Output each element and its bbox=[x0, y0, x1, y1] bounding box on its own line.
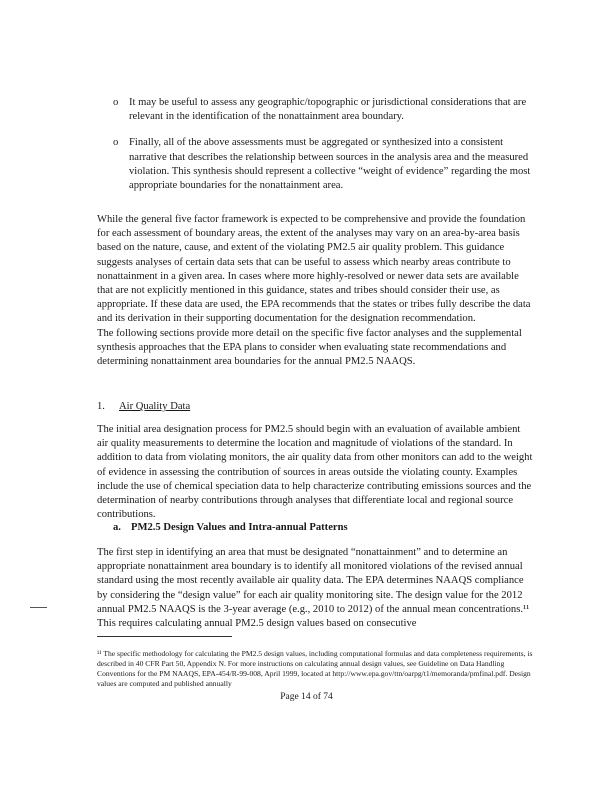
subsection-letter: a. bbox=[113, 522, 121, 533]
section-number: 1. bbox=[97, 401, 105, 412]
section-title: Air Quality Data bbox=[119, 401, 191, 412]
paragraph-sections-intro: The following sections provide more detail on the specific five factor analyses and the supplemental synthesis approaches that the EPA plans to consider when evaluating state recommendations and determining nonattainment area boundaries for the annual PM2.5 NAAQS. bbox=[97, 328, 522, 368]
bullet-text: Finally, all of the above assessments must be aggregated or synthesized into a consistent narrative that describes the relationship between sources in the analysis area and the measured violation. This synthesis should represent a collective “weight of evidence” regarding the most appropriate boundaries for the nonattainment area. bbox=[129, 137, 531, 192]
margin-mark bbox=[30, 607, 47, 608]
page-number: Page 14 of 74 bbox=[280, 692, 333, 702]
footnote-11: ¹¹ The specific methodology for calculating the PM2.5 design values, including computational formulas and data completeness requirements, is described in 40 CFR Part 50, Appendix N. For more instructions on calculating annual design values, see Guideline on Data Handling Conventions for the PM NAAQS, EPA-454/R-99-008, April 1999, located at http://www.epa.gov/ttn/oarpg/t1/memoranda/pmfinal.pdf. Design values are computed and published annually bbox=[97, 648, 533, 689]
paragraph-framework: While the general five factor framework is expected to be comprehensive and provide the foundation for each assessment of boundary areas, the extent of the analyses may vary on an area-by-area basis based on the nature, cause, and extent of the violating PM2.5 air quality problem. This guidance suggests analyses of certain data sets that can be useful to assess which nearby areas contribute to nonattainment in a given area. In cases where more highly-resolved or newer data sets are available that are not explicitly mentioned in this guidance, states and tribes should consider their use, as appropriate. If these data are used, the EPA recommends that the states or tribes fully describe the data and its derivation in their supporting documentation for the designation recommendation. bbox=[97, 214, 531, 325]
list-item bbox=[113, 96, 533, 124]
paragraph-air-quality: The initial area designation process for PM2.5 should begin with an evaluation of available ambient air quality measurements to determine the location and magnitude of violations of the standard. In addition to data from violating monitors, the air quality data from other monitors can add to the weight of evidence in assessing the contribution of sources in areas outside the violating county. Examples include the use of chemical speciation data to help characterize contributing emissions sources and the determination of nearby contributions through analyses that differentiate local and regional source contributions. bbox=[97, 424, 533, 521]
footnote-divider bbox=[97, 636, 232, 637]
bullet-list bbox=[113, 96, 533, 193]
subsection-heading-design-values bbox=[113, 521, 348, 535]
bullet-icon: o bbox=[113, 97, 119, 108]
subsection-title: PM2.5 Design Values and Intra-annual Patterns bbox=[131, 522, 348, 533]
list-item bbox=[113, 136, 533, 193]
bullet-icon: o bbox=[113, 137, 119, 149]
paragraph-design-values: The first step in identifying an area that must be designated “nonattainment” and to determine an appropriate nonattainment area boundary is to identify all monitored violations of the revised annual standard using the most recently available air quality data. The EPA determines NAAQS compliance by considering the “design value” for each air quality monitoring site. The design value for the 2012 annual PM2.5 NAAQS is the 3-year average (e.g., 2010 to 2012) of the annual mean concentrations.¹¹ This requires calculating annual PM2.5 design values based on consecutive bbox=[97, 547, 530, 630]
section-heading-air-quality bbox=[97, 400, 190, 414]
bullet-text: It may be useful to assess any geographic/topographic or jurisdictional considerations that are relevant in the identification of the nonattainment area boundary. bbox=[129, 97, 527, 123]
